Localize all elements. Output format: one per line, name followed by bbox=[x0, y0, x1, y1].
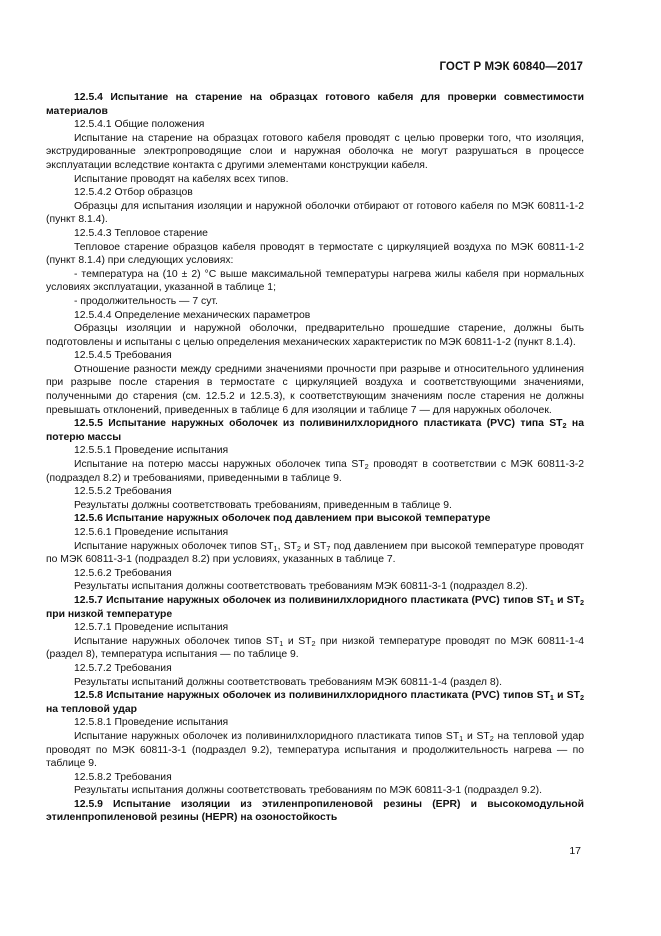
paragraph bbox=[46, 526, 584, 540]
text-run: 12.5.7 Испытание наружных оболочек из поливинилхлоридного пластиката (PVC) типов ST bbox=[74, 594, 550, 606]
paragraph bbox=[46, 662, 584, 676]
text-run: Образцы изоляции и наружной оболочки, предварительно прошедшие старение, должны быть подготовлены и испытаны с целью определения механических характеристик по МЭК 60811-1-2 (пункт 8.1.4). bbox=[46, 323, 584, 348]
paragraph bbox=[46, 567, 584, 581]
page-header: ГОСТ Р МЭК 60840—2017 bbox=[439, 61, 583, 73]
paragraph bbox=[46, 730, 584, 771]
text-run: и ST bbox=[463, 730, 490, 742]
text-run: на потерю массы bbox=[46, 418, 584, 443]
paragraph bbox=[46, 118, 584, 132]
text-run: 12.5.6 Испытание наружных оболочек под давлением при высокой температуре bbox=[74, 513, 491, 525]
text-run: Результаты испытания должны соответствовать требованиям МЭК 60811-3-1 (подраздел 8.2). bbox=[74, 581, 528, 593]
text-run: Испытание на потерю массы наружных оболочек типа ST bbox=[74, 459, 365, 471]
text-run: 12.5.4 Испытание на старение на образцах готового кабеля для проверки совместимости материалов bbox=[46, 92, 584, 117]
text-run: 12.5.5.1 Проведение испытания bbox=[74, 445, 229, 457]
text-run: 12.5.8.1 Проведение испытания bbox=[74, 717, 229, 729]
subscript: 2 bbox=[364, 462, 369, 472]
subscript: 1 bbox=[459, 733, 464, 743]
paragraph bbox=[46, 309, 584, 323]
text-run: и ST bbox=[283, 635, 312, 647]
text-run: Отношение разности между средними значениями прочности при разрыве и относительного удлинения при разрыве после старения в термостате с циркуляцией воздуха и соответствующими значениями, полученными до старения (см. 12.5.2 и 12.5.3), к соответствующим значениям после старения не должны превышать отклонений, приведенных в таблице 6 для изоляции и таблице 7 — для наружных оболочек. bbox=[46, 363, 584, 416]
text-run: , ST bbox=[277, 540, 297, 552]
paragraph bbox=[46, 716, 584, 730]
text-run: 12.5.4.1 Общие положения bbox=[74, 119, 205, 131]
subscript: 2 bbox=[311, 638, 316, 648]
subscript: 2 bbox=[579, 597, 584, 607]
paragraph bbox=[46, 349, 584, 363]
text-run: и ST bbox=[553, 594, 580, 606]
text-run: 12.5.7.2 Требования bbox=[74, 662, 172, 674]
text-run: 12.5.8 Испытание наружных оболочек из поливинилхлоридного пластиката (PVC) типов ST bbox=[74, 690, 550, 702]
text-run: 12.5.7.1 Проведение испытания bbox=[74, 622, 229, 634]
paragraph bbox=[46, 241, 584, 268]
page-number: 17 bbox=[569, 845, 581, 857]
text-run: 12.5.8.2 Требования bbox=[74, 771, 172, 783]
subscript: 2 bbox=[489, 733, 494, 743]
text-run: 12.5.6.1 Проведение испытания bbox=[74, 527, 229, 538]
paragraph bbox=[46, 635, 584, 662]
text-run: Испытание проводят на кабелях всех типов. bbox=[74, 173, 289, 185]
text-run: Результаты испытаний должны соответствовать требованиям МЭК 60811-1-4 (раздел 8). bbox=[74, 676, 502, 688]
text-run: Испытание на старение на образцах готового кабеля проводят с целью проверки того, что изоляция, экструдированные электропроводящие слои и наружная оболочка не могут разрушаться в процессе эксплуатации вследствие контакта с другими элементами конструкции кабеля. bbox=[46, 132, 584, 171]
text-run: Испытание наружных оболочек из поливинилхлоридного пластиката типов ST bbox=[74, 730, 460, 742]
subscript: 1 bbox=[273, 543, 278, 553]
section-heading bbox=[46, 91, 584, 118]
text-run: 12.5.4.2 Отбор образцов bbox=[74, 187, 193, 199]
subscript: 1 bbox=[549, 693, 554, 703]
text-run: Результаты должны соответствовать требованиям, приведенным в таблице 9. bbox=[74, 499, 452, 511]
paragraph bbox=[46, 322, 584, 349]
text-run: Испытание наружных оболочек типов ST bbox=[74, 635, 280, 647]
paragraph bbox=[46, 444, 584, 458]
paragraph bbox=[46, 580, 584, 594]
text-run: при низкой температуре bbox=[46, 608, 173, 620]
text-run: и ST bbox=[300, 540, 327, 552]
paragraph bbox=[46, 173, 584, 187]
paragraph bbox=[46, 132, 584, 173]
text-run: Результаты испытания должны соответствовать требованиям по МЭК 60811-3-1 (подраздел 9.2). bbox=[74, 785, 542, 797]
subscript: 2 bbox=[296, 543, 301, 553]
text-run: на тепловой удар проводят по МЭК 60811-3-1 (подраздел 9.2), температура испытания и продолжительность нагрева — по таблице 9. bbox=[46, 730, 585, 770]
text-run: Образцы для испытания изоляции и наружной оболочки отбирают от готового кабеля по МЭК 60811-1-2 (пункт 8.1.4). bbox=[46, 200, 584, 226]
text-run: проводят в соответствии с МЭК 60811-3-2 (подраздел 8.2) и требованиями, приведенными в таблице 9. bbox=[46, 459, 584, 484]
text-run: - температура на (10 ± 2) °С выше максимальной температуры нагрева жилы кабеля при нормальных условиях эксплуатации, указанной в таблице 1; bbox=[46, 268, 584, 294]
text-run: 12.5.4.4 Определение механических параметров bbox=[74, 309, 311, 321]
paragraph bbox=[46, 363, 584, 417]
subscript: 1 bbox=[279, 638, 284, 648]
section-heading bbox=[46, 512, 584, 526]
text-run: Тепловое старение образцов кабеля проводят в термостате с циркуляцией воздуха по МЭК 60811-1-2 (пункт 8.1.4) при следующих условиях: bbox=[46, 241, 584, 267]
paragraph bbox=[46, 499, 584, 513]
text-run: 12.5.9 Испытание изоляции из этиленпропиленовой резины (EPR) и высокомодульной этиленпропиленовой резины (HEPR) на озоностойкость bbox=[46, 798, 584, 824]
text-run: 12.5.4.3 Тепловое старение bbox=[74, 227, 208, 239]
paragraph bbox=[46, 200, 584, 227]
text-run: 12.5.5 Испытание наружных оболочек из поливинилхлоридного пластиката (PVC) типа ST bbox=[74, 418, 563, 430]
section-heading bbox=[46, 798, 584, 825]
paragraph bbox=[46, 540, 584, 567]
subscript: 2 bbox=[579, 693, 584, 703]
paragraph bbox=[46, 458, 584, 485]
section-heading bbox=[46, 594, 584, 621]
section-heading bbox=[46, 689, 584, 716]
text-run: 12.5.6.2 Требования bbox=[74, 567, 172, 579]
paragraph bbox=[46, 227, 584, 241]
text-run: и ST bbox=[553, 690, 580, 702]
paragraph bbox=[46, 771, 584, 785]
text-run: 12.5.4.5 Требования bbox=[74, 350, 172, 362]
subscript: 2 bbox=[562, 421, 567, 431]
text-run: под давлением при высокой температуре проводят по МЭК 60811-3-1 (подраздел 8.2) при условиях, указанных в таблице 7. bbox=[46, 540, 585, 566]
paragraph bbox=[46, 485, 584, 499]
text-run: 12.5.5.2 Требования bbox=[74, 486, 172, 498]
subscript: 7 bbox=[326, 543, 331, 553]
list-item bbox=[46, 268, 584, 295]
paragraph bbox=[46, 621, 584, 635]
subscript: 1 bbox=[549, 597, 554, 607]
document-body bbox=[46, 91, 584, 825]
paragraph bbox=[46, 784, 584, 798]
paragraph bbox=[46, 186, 584, 200]
text-run: - продолжительность — 7 сут. bbox=[74, 295, 218, 307]
text-run: при низкой температуре проводят по МЭК 60811-1-4 (раздел 8), температура испытания — по таблице 9. bbox=[46, 635, 584, 661]
section-heading bbox=[46, 417, 584, 444]
text-run: на тепловой удар bbox=[46, 703, 138, 715]
paragraph bbox=[46, 676, 584, 690]
list-item bbox=[46, 295, 584, 309]
text-run: Испытание наружных оболочек типов ST bbox=[74, 540, 274, 552]
